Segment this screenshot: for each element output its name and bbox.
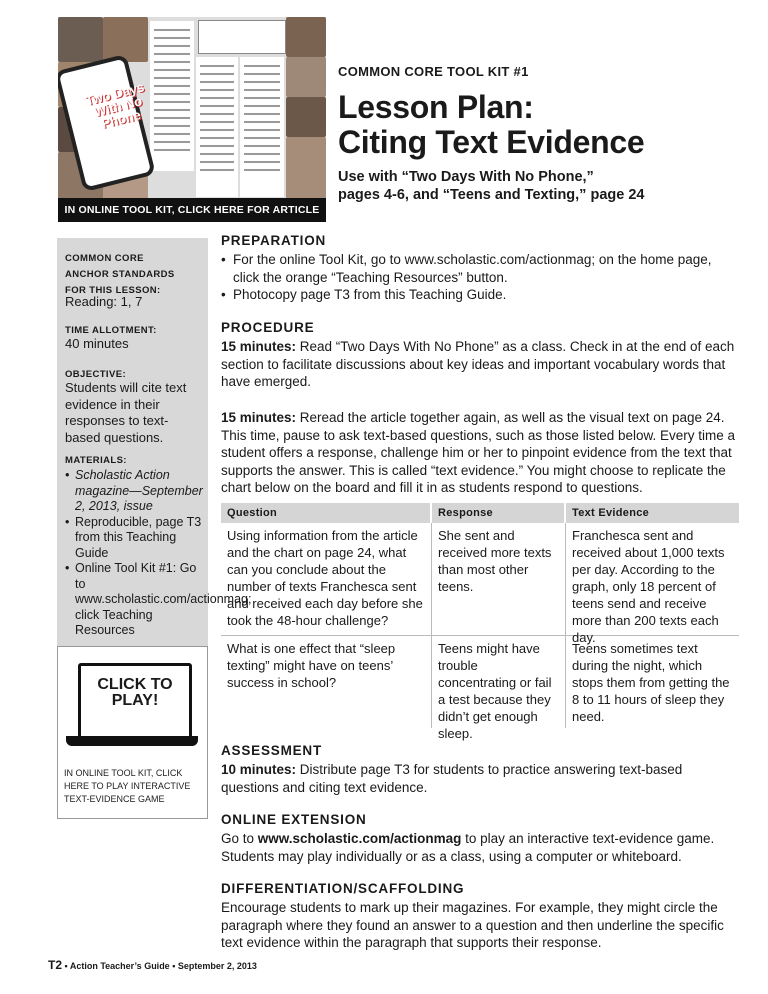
use-with-line-1: Use with “Two Days With No Phone,” (338, 169, 594, 185)
table-cell: Teens might have trouble concentrating or fail a test because they didn’t get enough sleep. (432, 636, 566, 728)
online-extension-text-pre: Go to (221, 831, 258, 846)
title-line-2: Citing Text Evidence (338, 124, 645, 160)
procedure-time-1: 15 minutes: (221, 339, 297, 354)
objective-value: Students will cite text evidence in their responses to text-based questions. (65, 380, 187, 445)
materials-item: • Scholastic Action magazine—September 2, 2013, issue (65, 468, 205, 515)
column-header-question: Question (221, 503, 432, 523)
preparation-list (221, 251, 741, 304)
assessment-heading: ASSESSMENT (221, 743, 323, 758)
assessment-text: Distribute page T3 for students to practice answering text-based questions and citing text evidence. (221, 762, 683, 795)
time-label: TIME ALLOTMENT: (65, 325, 157, 336)
procedure-text-2: Reread the article together again, as well as the visual text on page 24. This time, pause to ask text-based questions, such as those listed below. Every time a student offers a response, challenge him or her to pinpoint evidence from the text that supports the answer. This is called “text evidence.” You might choose to replicate the chart below on the board and fill it in as students respond to questions. (221, 410, 736, 495)
table-cell: What is one effect that “sleep texting” might have on teens’ success in school? (221, 636, 432, 728)
objective-label: OBJECTIVE: (65, 369, 127, 380)
lesson-sidebar (57, 238, 252, 648)
materials-label: MATERIALS: (65, 455, 127, 466)
text-evidence-table (221, 503, 739, 741)
article-link-caption[interactable]: IN ONLINE TOOL KIT, CLICK HERE FOR ARTICLE (58, 198, 326, 222)
laptop-base-icon (66, 736, 198, 746)
table-row (221, 636, 739, 741)
assessment-time: 10 minutes: (221, 762, 297, 777)
interactive-game-link[interactable] (57, 646, 208, 819)
differentiation-paragraph: Encourage students to mark up their magazines. For example, they might circle the paragraph where they found an answer to a question and then underline the specific text evidence within the paragraph that supports their response. (221, 900, 724, 950)
tool-kit-label: COMMON CORE TOOL KIT #1 (338, 64, 529, 79)
game-caption: IN ONLINE TOOL KIT, CLICK HERE TO PLAY INTERACTIVE TEXT-EVIDENCE GAME (64, 768, 191, 804)
standards-label-1: COMMON CORE (65, 253, 144, 264)
column-header-evidence: Text Evidence (566, 503, 739, 523)
online-extension-paragraph (221, 830, 741, 865)
article-thumbnail[interactable] (58, 17, 326, 222)
table-cell: Using information from the article and the chart on page 24, what can you conclude about the number of texts Franchesca sent and received each day before she took the 48-hour challenge? (221, 523, 432, 635)
standards-label-2: ANCHOR STANDARDS (65, 269, 175, 280)
time-value: 40 minutes (65, 336, 129, 351)
use-with-subtitle (338, 168, 644, 204)
actionmag-link[interactable]: www.scholastic.com/actionmag (257, 831, 462, 846)
differentiation-heading: DIFFERENTIATION/SCAFFOLDING (221, 881, 465, 896)
click-to-play-button[interactable]: CLICK TO PLAY! (97, 676, 173, 709)
page-number: T2 (48, 958, 63, 972)
standards-label-3: FOR THIS LESSON: (65, 285, 161, 296)
column-header-response: Response (432, 503, 566, 523)
preparation-item: • Photocopy page T3 from this Teaching Guide. (221, 286, 741, 304)
table-cell: Franchesca sent and received about 1,000 texts per day. According to the graph, only 18 percent of teens send and receive more than 200 texts each day. (572, 528, 725, 645)
assessment-paragraph (221, 761, 741, 796)
table-header-row (221, 503, 739, 523)
footer-text: • Action Teacher’s Guide • September 2, 2013 (62, 961, 257, 971)
page-title (338, 90, 644, 160)
article-thumbnail-title: Two Days With No Phone (84, 79, 146, 132)
procedure-paragraph-2 (221, 409, 741, 497)
online-extension-heading: ONLINE EXTENSION (221, 812, 367, 827)
use-with-line-2: pages 4-6, and “Teens and Texting,” page 24 (338, 187, 645, 203)
table-cell: She sent and received more texts than most other teens. (432, 523, 566, 635)
procedure-text-1: Read “Two Days With No Phone” as a class. Check in at the end of each section to facilitate discussions about key ideas and important vocabulary words that have emerged. (221, 339, 735, 389)
materials-list (65, 468, 252, 639)
materials-item[interactable]: • Online Tool Kit #1: Go to www.scholastic.com/actionmag; click Teaching Resources (65, 561, 205, 639)
preparation-item: • For the online Tool Kit, go to www.scholastic.com/actionmag; on the home page, click the orange “Teaching Resources” button. (221, 251, 741, 286)
table-row (221, 523, 739, 645)
procedure-heading: PROCEDURE (221, 320, 315, 335)
materials-item: • Reproducible, page T3 from this Teaching Guide (65, 515, 205, 562)
page-footer (48, 958, 257, 972)
table-cell: Teens sometimes text during the night, which stops them from getting the 8 to 11 hours of sleep they need. (572, 641, 730, 724)
standards-value: Reading: 1, 7 (65, 294, 143, 309)
online-extension-text-post: to play an interactive text-evidence game. Students may play individually or as a class, using a computer or whiteboard. (221, 831, 715, 864)
procedure-time-2: 15 minutes: (221, 410, 297, 425)
preparation-heading: PREPARATION (221, 233, 327, 248)
procedure-paragraph-1 (221, 338, 741, 391)
title-line-1: Lesson Plan: (338, 89, 534, 125)
